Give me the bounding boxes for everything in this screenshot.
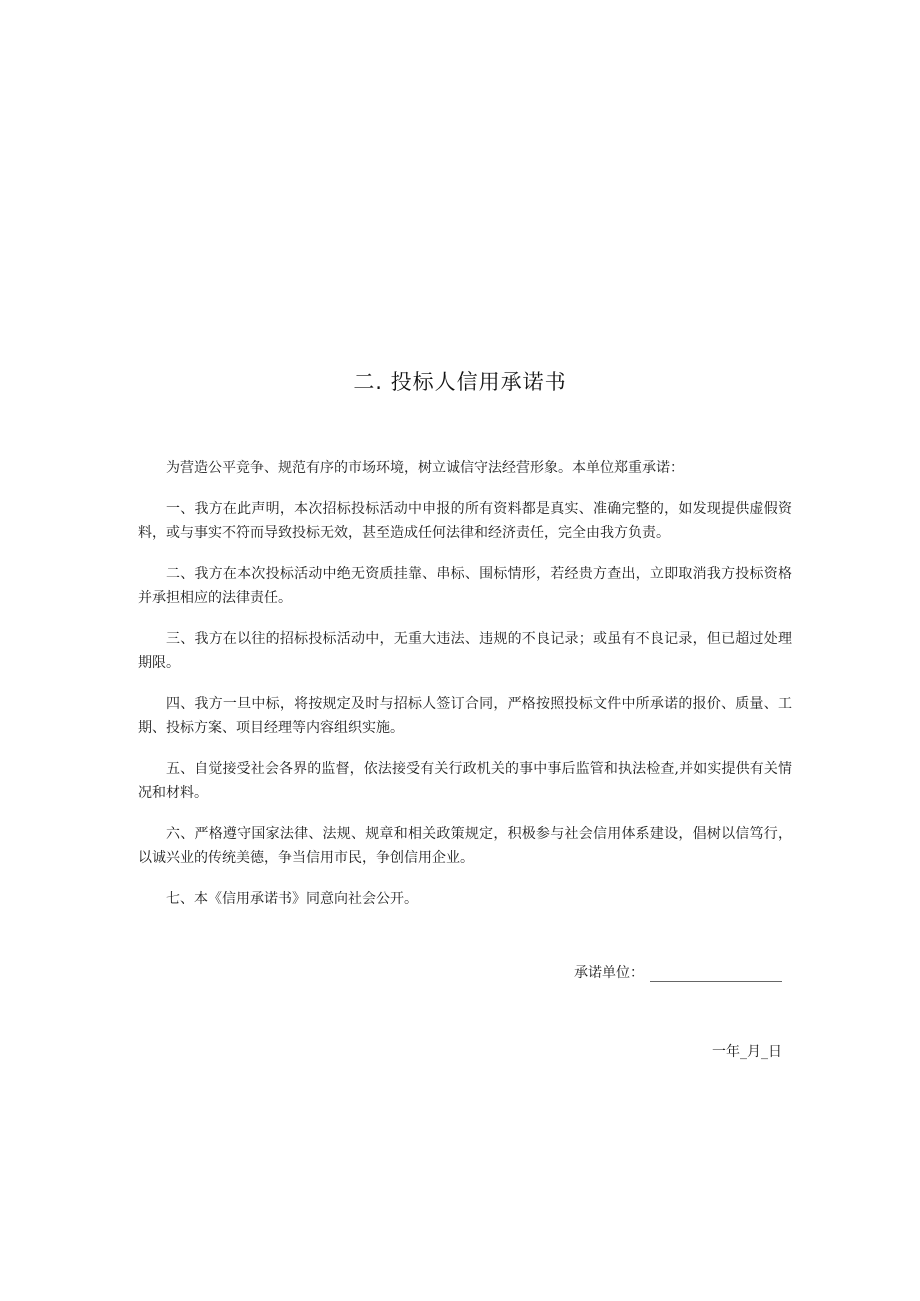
signature-label: 承诺单位： <box>574 965 644 981</box>
commitment-paragraph-3: 三、我方在以往的招标投标活动中，无重大违法、违规的不良记录；或虽有不良记录，但已超过处理期限。 <box>138 631 792 671</box>
commitment-paragraph-6: 六、严格遵守国家法律、法规、规章和相关政策规定，积极参与社会信用体系建设，倡树以信笃行，以诚兴业的传统美德，争当信用市民，争创信用企业。 <box>138 826 792 866</box>
signature-blank-field[interactable] <box>650 965 782 982</box>
commitment-paragraph-4: 四、我方一旦中标，将按规定及时与招标人签订合同，严格按照投标文件中所承诺的报价、质量、工期、投标方案、项目经理等内容组织实施。 <box>138 696 792 736</box>
commitment-paragraph-2: 二、我方在本次投标活动中绝无资质挂靠、串标、围标情形，若经贵方查出，立即取消我方投标资格并承担相应的法律责任。 <box>138 566 792 606</box>
signature-line <box>574 961 782 985</box>
date-line: 一年_月_日 <box>712 1044 782 1060</box>
document-title: 二. 投标人信用承诺书 <box>353 370 567 394</box>
commitment-paragraph-5: 五、自觉接受社会各界的监督，依法接受有关行政机关的事中事后监管和执法检查,并如实提供有关情况和材料。 <box>138 761 792 801</box>
commitment-paragraph-1: 一、我方在此声明，本次招标投标活动中申报的所有资料都是真实、准确完整的，如发现提供虚假资料，或与事实不符而导致投标无效，甚至造成任何法律和经济责任，完全由我方负责。 <box>138 501 792 541</box>
commitment-paragraph-7: 七、本《信用承诺书》同意向社会公开。 <box>166 891 418 907</box>
intro-paragraph: 为营造公平竞争、规范有序的市场环境，树立诚信守法经营形象。本单位郑重承诺： <box>166 460 684 476</box>
document-body <box>138 456 792 928</box>
